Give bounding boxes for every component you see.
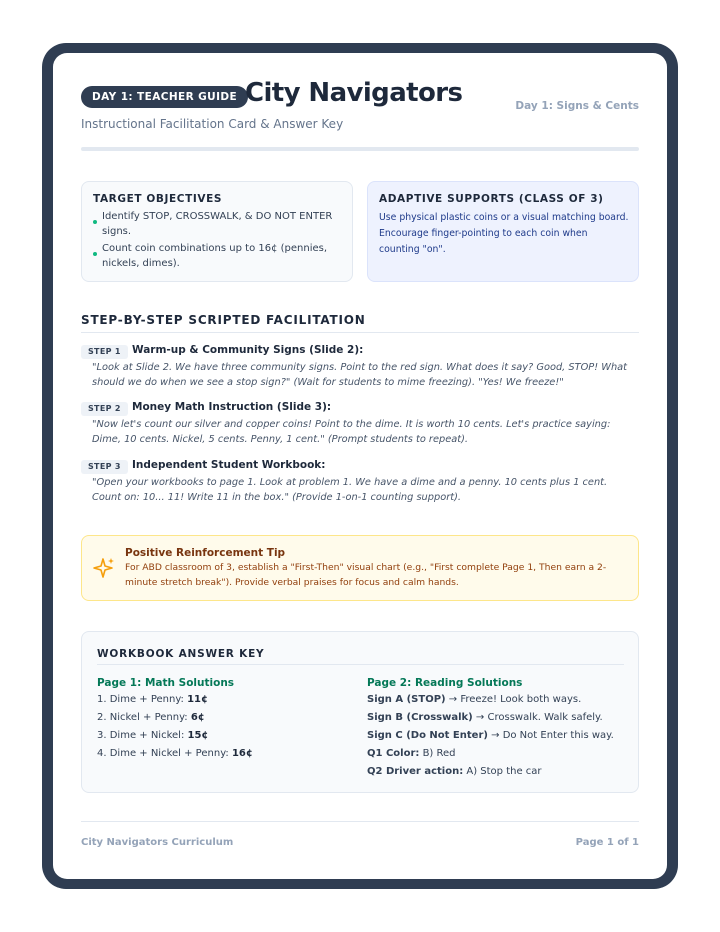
step-badge: STEP 3 <box>81 460 128 474</box>
step-script: "Look at Slide 2. We have three community signs. Point to the red sign. What does it say? Good, STOP! What should we do when we see a stop sign?" (Wait for students to mime freezing). "Yes! We freeze!" <box>92 362 627 388</box>
step-script: "Now let's count our silver and copper coins! Point to the dime. It is worth 10 cents. Let's practice saying: Dime, 10 cents. Nickel, 5 cents. Penny, 1 cent." (Prompt students to repeat). <box>92 419 611 445</box>
page-title: City Navigators <box>245 78 463 108</box>
objective-item: Identify STOP, CROSSWALK, & DO NOT ENTER signs. <box>93 210 345 239</box>
header-divider <box>81 147 639 151</box>
step-script: "Open your workbooks to page 1. Look at problem 1. We have a dime and a penny. 10 cents plus 1 cent. Count on: 10... 11! Write 11 in the box." (Provide 1-on-1 counting support). <box>92 477 608 503</box>
facilitation-heading: STEP-BY-STEP SCRIPTED FACILITATION <box>81 313 366 327</box>
reading-label: Sign C (Do Not Enter) <box>367 730 488 741</box>
math-answer <box>97 729 357 743</box>
math-heading: Page 1: Math Solutions <box>97 677 235 689</box>
math-question: 2. Nickel + Penny: <box>97 712 191 723</box>
step-badge: STEP 1 <box>81 345 128 359</box>
math-answer <box>97 711 357 725</box>
supports-heading: ADAPTIVE SUPPORTS (CLASS OF 3) <box>379 193 604 205</box>
footer-divider <box>81 821 639 822</box>
reading-label: Q2 Driver action: <box>367 766 464 777</box>
reinforcement-tip-box <box>81 535 639 601</box>
supports-text: Use physical plastic coins or a visual matching board. Encourage finger-pointing to each coin when counting "on". <box>379 212 629 256</box>
step-title: Warm-up & Community Signs (Slide 2): <box>132 344 364 356</box>
math-solutions <box>97 676 357 765</box>
answer-key-heading: WORKBOOK ANSWER KEY <box>97 648 265 660</box>
reading-value: → Crosswalk. Walk safely. <box>472 712 603 723</box>
reading-answer <box>367 693 627 707</box>
adaptive-supports-box <box>367 181 639 282</box>
objectives-list <box>93 210 345 274</box>
page-subtitle: Instructional Facilitation Card & Answer Key <box>81 117 344 131</box>
math-question: 1. Dime + Penny: <box>97 694 188 705</box>
reading-value: B) Red <box>419 748 456 759</box>
math-question: 4. Dime + Nickel + Penny: <box>97 748 232 759</box>
step-badge: STEP 2 <box>81 402 128 416</box>
reading-value: → Do Not Enter this way. <box>487 730 614 741</box>
reading-solutions <box>367 676 627 783</box>
tip-title: Positive Reinforcement Tip <box>125 547 286 559</box>
math-question: 3. Dime + Nickel: <box>97 730 188 741</box>
reading-heading: Page 2: Reading Solutions <box>367 677 523 689</box>
footer-page-number: Page 1 of 1 <box>575 837 639 848</box>
reading-value: → Freeze! Look both ways. <box>445 694 582 705</box>
reading-answer <box>367 729 627 743</box>
tip-text: For ABD classroom of 3, establish a "First-Then" visual chart (e.g., "First complete Page 1, Then earn a 2-minute stretch break"). Provide verbal praises for focus and calm hands. <box>125 562 607 588</box>
facilitation-divider <box>81 332 639 333</box>
math-value: 15¢ <box>187 730 209 741</box>
footer-curriculum: City Navigators Curriculum <box>81 837 234 848</box>
math-answer <box>97 693 357 707</box>
math-value: 6¢ <box>190 712 205 723</box>
reading-value: A) Stop the car <box>463 766 542 777</box>
target-objectives-box <box>81 181 353 282</box>
answer-key-box <box>81 631 639 793</box>
guide-page <box>53 53 667 879</box>
answer-key-divider <box>97 664 624 665</box>
math-value: 11¢ <box>187 694 208 705</box>
reading-label: Sign A (STOP) <box>367 694 446 705</box>
step-title: Independent Student Workbook: <box>132 459 326 471</box>
reading-answer <box>367 711 627 725</box>
step-title: Money Math Instruction (Slide 3): <box>132 401 332 413</box>
objective-item: Count coin combinations up to 16¢ (pennies, nickels, dimes). <box>93 242 345 271</box>
day-badge: DAY 1: TEACHER GUIDE <box>81 86 248 108</box>
math-answer <box>97 747 357 761</box>
reading-answer <box>367 747 627 761</box>
math-value: 16¢ <box>231 748 253 759</box>
sparkle-icon <box>92 556 116 580</box>
reading-label: Sign B (Crosswalk) <box>367 712 473 723</box>
day-label: Day 1: Signs & Cents <box>515 100 639 112</box>
objectives-heading: TARGET OBJECTIVES <box>93 193 223 205</box>
reading-answer <box>367 765 627 779</box>
reading-label: Q1 Color: <box>367 748 420 759</box>
